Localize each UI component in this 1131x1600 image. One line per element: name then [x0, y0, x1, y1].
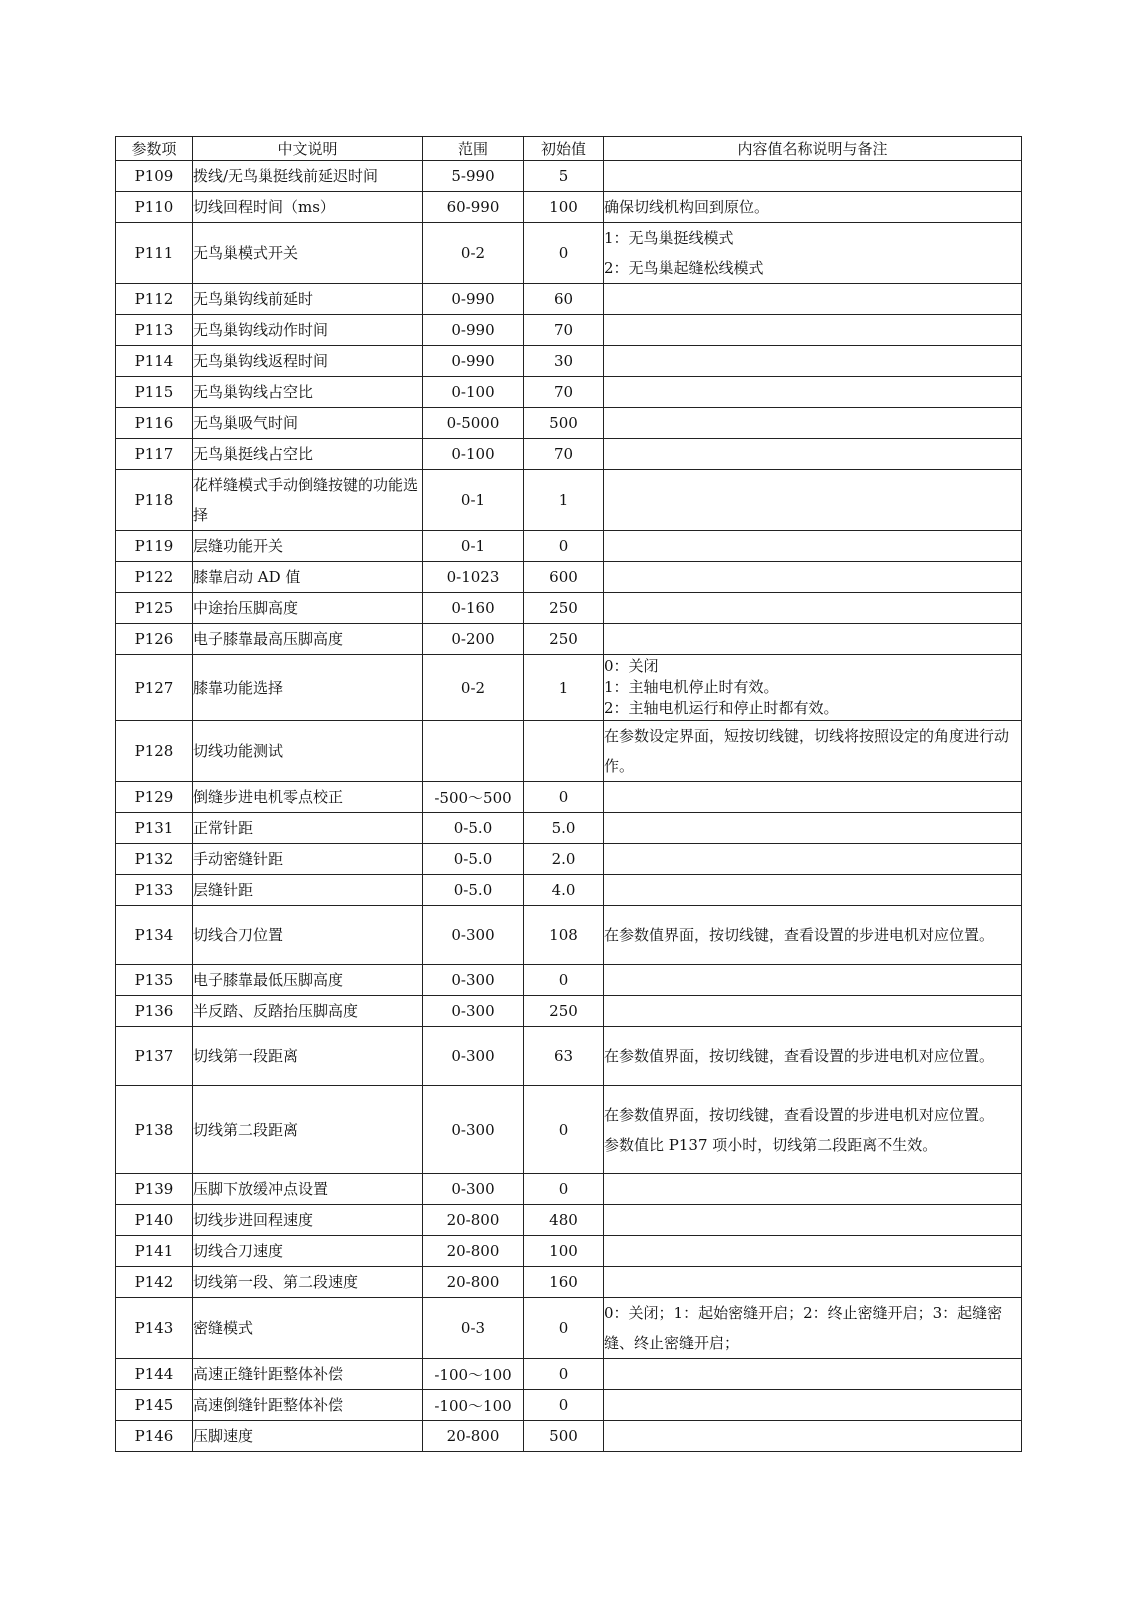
param-id-cell: P144 — [116, 1359, 193, 1390]
param-initial-value-cell: 30 — [524, 346, 604, 377]
param-range-cell — [423, 721, 524, 782]
param-initial-value-cell: 250 — [524, 624, 604, 655]
param-initial-value-cell: 63 — [524, 1027, 604, 1086]
param-id-cell: P135 — [116, 965, 193, 996]
table-row — [116, 439, 1022, 470]
param-description-cell: 高速正缝针距整体补偿 — [193, 1359, 423, 1390]
param-notes-cell — [604, 315, 1022, 346]
param-description-cell: 无鸟巢挺线占空比 — [193, 439, 423, 470]
param-description-cell: 无鸟巢吸气时间 — [193, 408, 423, 439]
param-id-cell: P134 — [116, 906, 193, 965]
param-id-cell: P143 — [116, 1298, 193, 1359]
param-initial-value-cell: 0 — [524, 1086, 604, 1174]
param-description-cell: 切线第一段、第二段速度 — [193, 1267, 423, 1298]
param-notes-cell — [604, 721, 1022, 782]
param-range-cell: 0-300 — [423, 906, 524, 965]
table-row — [116, 1267, 1022, 1298]
param-id-cell: P139 — [116, 1174, 193, 1205]
param-id-cell: P126 — [116, 624, 193, 655]
note-line: 0：关闭；1：起始密缝开启；2：终止密缝开启；3：起缝密缝、终止密缝开启； — [604, 1304, 1003, 1352]
note-line: 1：无鸟巢挺线模式 — [604, 229, 734, 247]
param-notes-cell — [604, 1236, 1022, 1267]
param-range-cell: 0-300 — [423, 996, 524, 1027]
header-range: 范围 — [423, 137, 524, 161]
note-line: 0：关闭 — [604, 657, 659, 675]
param-notes-cell — [604, 844, 1022, 875]
table-row — [116, 1298, 1022, 1359]
param-id-cell: P110 — [116, 192, 193, 223]
param-id-cell: P116 — [116, 408, 193, 439]
param-initial-value-cell: 1 — [524, 470, 604, 531]
param-id-cell: P118 — [116, 470, 193, 531]
table-row — [116, 161, 1022, 192]
param-id-cell: P129 — [116, 782, 193, 813]
note-line: 1：主轴电机停止时有效。 — [604, 678, 779, 696]
param-description-cell: 层缝针距 — [193, 875, 423, 906]
table-row — [116, 655, 1022, 721]
param-range-cell: 20-800 — [423, 1205, 524, 1236]
param-id-cell: P119 — [116, 531, 193, 562]
param-notes-cell — [604, 1390, 1022, 1421]
param-id-cell: P140 — [116, 1205, 193, 1236]
param-range-cell: 0-1 — [423, 470, 524, 531]
table-row — [116, 1359, 1022, 1390]
param-notes-cell — [604, 470, 1022, 531]
param-range-cell: 0-200 — [423, 624, 524, 655]
table-row — [116, 284, 1022, 315]
param-id-cell: P114 — [116, 346, 193, 377]
param-initial-value-cell: 1 — [524, 655, 604, 721]
note-line: 参数值比 P137 项小时，切线第二段距离不生效。 — [604, 1135, 938, 1154]
table-row — [116, 906, 1022, 965]
table-row — [116, 813, 1022, 844]
param-notes-cell — [604, 1298, 1022, 1359]
param-initial-value-cell: 100 — [524, 1236, 604, 1267]
table-row — [116, 377, 1022, 408]
param-id-cell: P127 — [116, 655, 193, 721]
header-param-id: 参数项 — [116, 137, 193, 161]
param-notes-cell — [604, 624, 1022, 655]
param-range-cell: -500～500 — [423, 782, 524, 813]
table-row — [116, 346, 1022, 377]
param-range-cell: 0-100 — [423, 439, 524, 470]
param-initial-value-cell: 0 — [524, 531, 604, 562]
param-notes-cell — [604, 531, 1022, 562]
param-notes-cell — [604, 1359, 1022, 1390]
param-notes-cell — [604, 965, 1022, 996]
param-range-cell: 5-990 — [423, 161, 524, 192]
param-initial-value-cell: 0 — [524, 1174, 604, 1205]
param-initial-value-cell: 500 — [524, 1421, 604, 1452]
param-id-cell: P128 — [116, 721, 193, 782]
param-id-cell: P113 — [116, 315, 193, 346]
param-id-cell: P136 — [116, 996, 193, 1027]
param-id-cell: P112 — [116, 284, 193, 315]
param-description-cell: 无鸟巢钩线动作时间 — [193, 315, 423, 346]
param-initial-value-cell: 160 — [524, 1267, 604, 1298]
param-range-cell: 0-5000 — [423, 408, 524, 439]
param-description-cell: 密缝模式 — [193, 1298, 423, 1359]
note-line: 确保切线机构回到原位。 — [604, 198, 770, 216]
param-range-cell: 0-160 — [423, 593, 524, 624]
param-range-cell: 0-300 — [423, 1086, 524, 1174]
param-id-cell: P122 — [116, 562, 193, 593]
param-notes-cell — [604, 1086, 1022, 1174]
param-range-cell: 0-300 — [423, 1027, 524, 1086]
param-notes-cell — [604, 1421, 1022, 1452]
param-notes-cell — [604, 1267, 1022, 1298]
table-row — [116, 1174, 1022, 1205]
param-id-cell: P141 — [116, 1236, 193, 1267]
param-range-cell: 0-1 — [423, 531, 524, 562]
param-range-cell: 0-5.0 — [423, 875, 524, 906]
param-notes-cell — [604, 284, 1022, 315]
param-description-cell: 正常针距 — [193, 813, 423, 844]
param-range-cell: -100～100 — [423, 1390, 524, 1421]
parameter-table — [115, 136, 1022, 1452]
param-initial-value-cell: 0 — [524, 965, 604, 996]
param-description-cell: 层缝功能开关 — [193, 531, 423, 562]
param-description-cell: 膝靠功能选择 — [193, 655, 423, 721]
param-range-cell: 20-800 — [423, 1267, 524, 1298]
param-description-cell: 压脚速度 — [193, 1421, 423, 1452]
param-range-cell: 0-5.0 — [423, 844, 524, 875]
param-description-cell: 无鸟巢钩线前延时 — [193, 284, 423, 315]
param-initial-value-cell: 4.0 — [524, 875, 604, 906]
table-row — [116, 192, 1022, 223]
table-row — [116, 562, 1022, 593]
note-line: 2：主轴电机运行和停止时都有效。 — [604, 699, 839, 717]
param-description-cell: 高速倒缝针距整体补偿 — [193, 1390, 423, 1421]
param-id-cell: P138 — [116, 1086, 193, 1174]
param-id-cell: P146 — [116, 1421, 193, 1452]
param-initial-value-cell: 70 — [524, 315, 604, 346]
table-row — [116, 965, 1022, 996]
table-row — [116, 875, 1022, 906]
table-row — [116, 531, 1022, 562]
table-row — [116, 1205, 1022, 1236]
table-row — [116, 408, 1022, 439]
header-description: 中文说明 — [193, 137, 423, 161]
param-initial-value-cell: 5.0 — [524, 813, 604, 844]
param-range-cell: 60-990 — [423, 192, 524, 223]
param-notes-cell — [604, 1027, 1022, 1086]
note-line: 在参数值界面，按切线键，查看设置的步进电机对应位置。 — [604, 1105, 995, 1124]
param-notes-cell — [604, 1174, 1022, 1205]
param-description-cell: 无鸟巢模式开关 — [193, 223, 423, 284]
table-row — [116, 721, 1022, 782]
param-initial-value-cell: 250 — [524, 996, 604, 1027]
header-notes: 内容值名称说明与备注 — [604, 137, 1022, 161]
param-notes-cell — [604, 223, 1022, 284]
param-description-cell: 无鸟巢钩线返程时间 — [193, 346, 423, 377]
param-notes-cell — [604, 192, 1022, 223]
note-line: 在参数值界面，按切线键，查看设置的步进电机对应位置。 — [604, 1047, 995, 1065]
param-description-cell: 中途抬压脚高度 — [193, 593, 423, 624]
param-id-cell: P133 — [116, 875, 193, 906]
param-range-cell: 0-3 — [423, 1298, 524, 1359]
param-description-cell: 切线回程时间（ms） — [193, 192, 423, 223]
param-id-cell: P132 — [116, 844, 193, 875]
table-row — [116, 1421, 1022, 1452]
param-notes-cell — [604, 906, 1022, 965]
param-initial-value-cell: 500 — [524, 408, 604, 439]
param-description-cell: 切线第一段距离 — [193, 1027, 423, 1086]
param-initial-value-cell: 600 — [524, 562, 604, 593]
param-initial-value-cell: 5 — [524, 161, 604, 192]
param-id-cell: P109 — [116, 161, 193, 192]
param-description-cell: 倒缝步进电机零点校正 — [193, 782, 423, 813]
param-range-cell: -100～100 — [423, 1359, 524, 1390]
param-description-cell: 切线合刀速度 — [193, 1236, 423, 1267]
param-notes-cell — [604, 1205, 1022, 1236]
param-description-cell: 切线第二段距离 — [193, 1086, 423, 1174]
table-row — [116, 782, 1022, 813]
param-description-cell: 切线功能测试 — [193, 721, 423, 782]
param-initial-value-cell: 0 — [524, 1298, 604, 1359]
param-range-cell: 0-300 — [423, 1174, 524, 1205]
param-notes-cell — [604, 408, 1022, 439]
param-range-cell: 0-990 — [423, 346, 524, 377]
table-row — [116, 593, 1022, 624]
table-row — [116, 844, 1022, 875]
table-row — [116, 1236, 1022, 1267]
table-row — [116, 1027, 1022, 1086]
param-description-cell: 花样缝模式手动倒缝按键的功能选择 — [193, 470, 423, 531]
param-initial-value-cell: 70 — [524, 377, 604, 408]
param-range-cell: 0-2 — [423, 223, 524, 284]
param-initial-value-cell: 0 — [524, 782, 604, 813]
header-initial-value: 初始值 — [524, 137, 604, 161]
param-description-cell: 膝靠启动 AD 值 — [193, 562, 423, 593]
param-notes-cell — [604, 562, 1022, 593]
param-initial-value-cell: 0 — [524, 1390, 604, 1421]
param-description-cell: 压脚下放缓冲点设置 — [193, 1174, 423, 1205]
param-range-cell: 0-2 — [423, 655, 524, 721]
param-description-cell: 拨线/无鸟巢挺线前延迟时间 — [193, 161, 423, 192]
param-initial-value-cell — [524, 721, 604, 782]
param-description-cell: 半反踏、反踏抬压脚高度 — [193, 996, 423, 1027]
param-range-cell: 0-5.0 — [423, 813, 524, 844]
param-id-cell: P111 — [116, 223, 193, 284]
param-description-cell: 电子膝靠最低压脚高度 — [193, 965, 423, 996]
header-row — [116, 137, 1022, 161]
param-notes-cell — [604, 655, 1022, 721]
param-id-cell: P115 — [116, 377, 193, 408]
param-description-cell: 手动密缝针距 — [193, 844, 423, 875]
param-id-cell: P117 — [116, 439, 193, 470]
table-row — [116, 1086, 1022, 1174]
param-notes-cell — [604, 439, 1022, 470]
table-row — [116, 315, 1022, 346]
param-range-cell: 0-1023 — [423, 562, 524, 593]
param-notes-cell — [604, 593, 1022, 624]
table-header — [116, 137, 1022, 161]
note-line: 2：无鸟巢起缝松线模式 — [604, 259, 764, 277]
table-row — [116, 223, 1022, 284]
param-notes-cell — [604, 161, 1022, 192]
param-initial-value-cell: 60 — [524, 284, 604, 315]
param-description-cell: 电子膝靠最高压脚高度 — [193, 624, 423, 655]
param-notes-cell — [604, 377, 1022, 408]
param-initial-value-cell: 108 — [524, 906, 604, 965]
table-row — [116, 1390, 1022, 1421]
param-initial-value-cell: 0 — [524, 223, 604, 284]
table-body — [116, 161, 1022, 1452]
param-initial-value-cell: 250 — [524, 593, 604, 624]
param-range-cell: 0-300 — [423, 965, 524, 996]
note-line: 在参数值界面，按切线键，查看设置的步进电机对应位置。 — [604, 926, 995, 944]
param-initial-value-cell: 2.0 — [524, 844, 604, 875]
table-row — [116, 470, 1022, 531]
param-notes-cell — [604, 875, 1022, 906]
param-notes-cell — [604, 782, 1022, 813]
param-id-cell: P125 — [116, 593, 193, 624]
param-id-cell: P137 — [116, 1027, 193, 1086]
param-description-cell: 切线步进回程速度 — [193, 1205, 423, 1236]
param-notes-cell — [604, 813, 1022, 844]
param-id-cell: P145 — [116, 1390, 193, 1421]
param-initial-value-cell: 100 — [524, 192, 604, 223]
param-range-cell: 0-990 — [423, 284, 524, 315]
param-initial-value-cell: 70 — [524, 439, 604, 470]
param-initial-value-cell: 0 — [524, 1359, 604, 1390]
param-range-cell: 20-800 — [423, 1421, 524, 1452]
param-notes-cell — [604, 346, 1022, 377]
param-range-cell: 0-100 — [423, 377, 524, 408]
param-range-cell: 20-800 — [423, 1236, 524, 1267]
param-id-cell: P131 — [116, 813, 193, 844]
table-row — [116, 624, 1022, 655]
param-description-cell: 无鸟巢钩线占空比 — [193, 377, 423, 408]
param-initial-value-cell: 480 — [524, 1205, 604, 1236]
note-line: 在参数设定界面，短按切线键，切线将按照设定的角度进行动作。 — [604, 727, 1010, 775]
param-description-cell: 切线合刀位置 — [193, 906, 423, 965]
param-id-cell: P142 — [116, 1267, 193, 1298]
param-range-cell: 0-990 — [423, 315, 524, 346]
param-notes-cell — [604, 996, 1022, 1027]
table-row — [116, 996, 1022, 1027]
